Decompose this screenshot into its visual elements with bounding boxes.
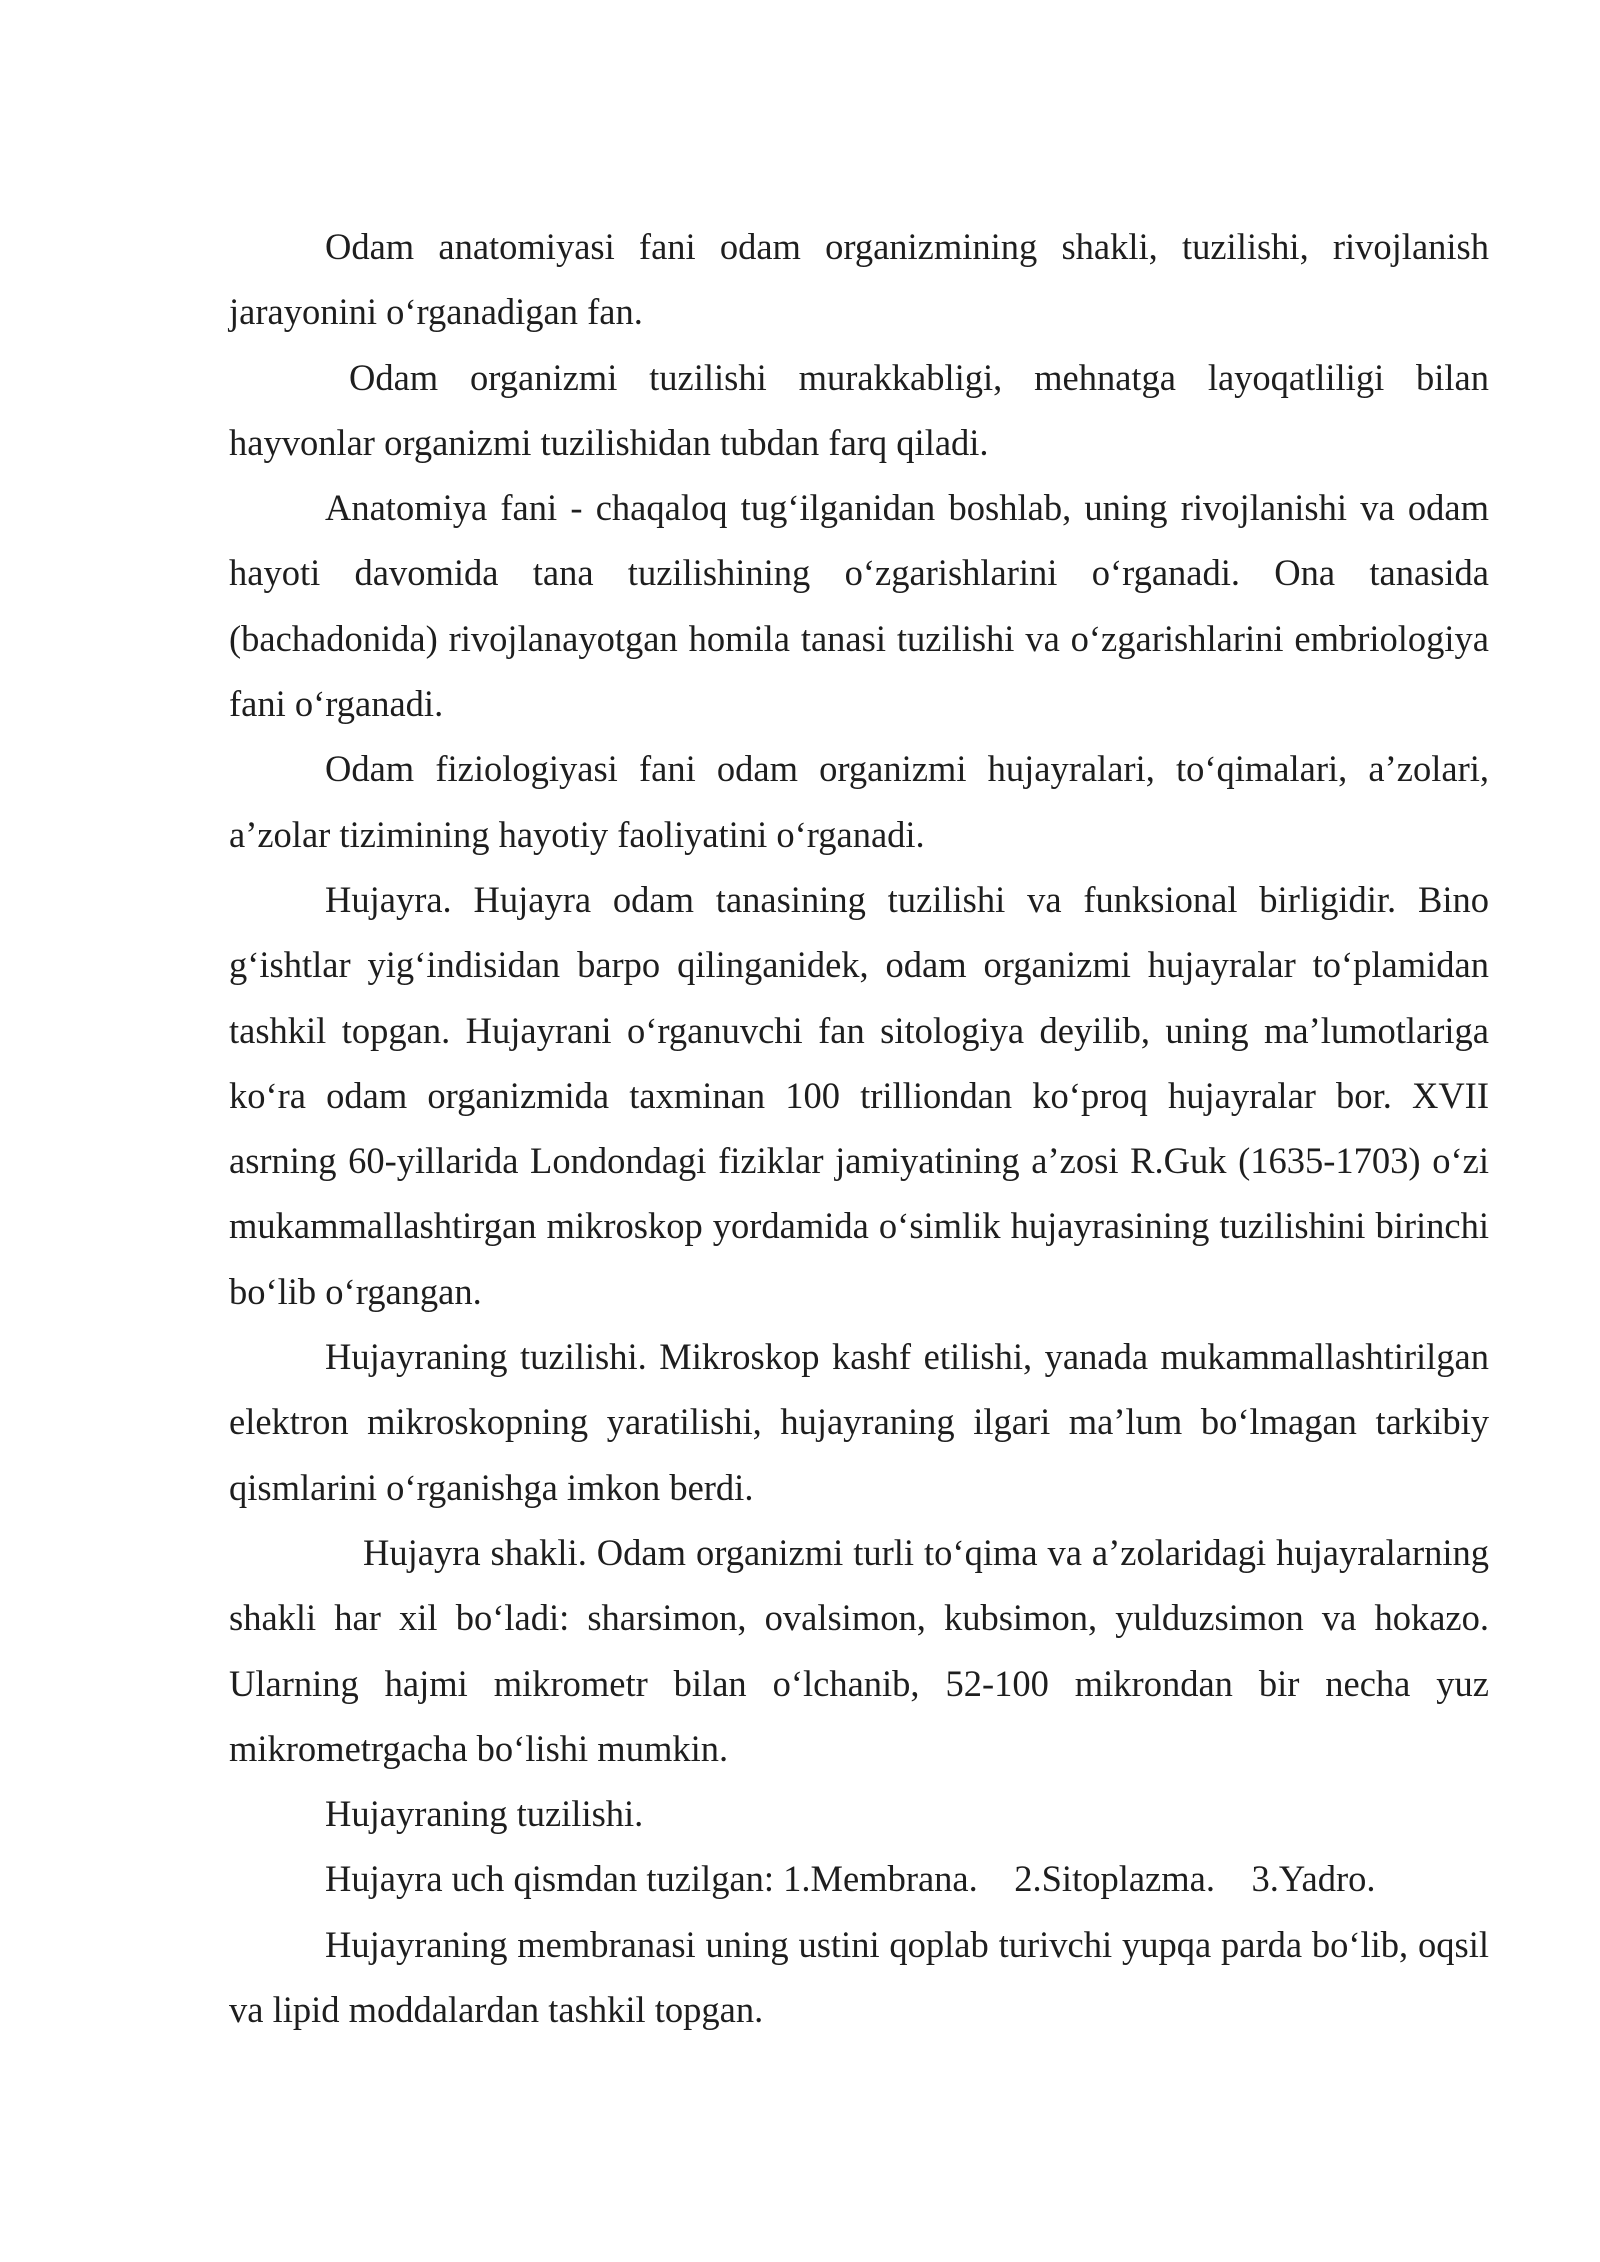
paragraph-cell-membrane: Hujayraning membranasi uning ustini qoplab turivchi yupqa parda bo‘lib, oqsil va lipid moddalardan tashkil topgan.	[229, 1923, 1489, 2031]
paragraph-physiology-definition: Odam fiziologiyasi fani odam organizmi hujayralari, to‘qimalari, a’zolari, a’zolar tizimining hayotiy faoliyatini o‘rganadi.	[229, 748, 1489, 855]
paragraph-anatomy-definition: Odam anatomiyasi fani odam organizmining shakli, tuzilishi, rivojlanish jarayonini o‘rganadigan fan.	[229, 226, 1489, 333]
paragraph-organism-structure: Odam organizmi tuzilishi murakkabligi, mehnatga layoqatliligi bilan hayvonlar organizmi tuzilishidan tubdan farq qiladi.	[229, 356, 1489, 463]
paragraph-cell-structure-heading: Hujayraning tuzilishi.	[325, 1793, 644, 1835]
paragraph-anatomy-development: Anatomiya fani - chaqaloq tug‘ilganidan boshlab, uning rivojlanishi va odam hayoti davomida tana tuzilishining o‘zgarishlarini o‘rganadi. Ona tanasida (bachadonida) rivojlanayotgan homila tanasi tuzilishi va o‘zgarishlarini embriologiya fani o‘rganadi.	[229, 487, 1489, 725]
paragraph-cell-parts: Hujayra uch qismdan tuzilgan: 1.Membrana. 2.Sitoplazma. 3.Yadro.	[325, 1858, 1376, 1900]
paragraph-cell: Hujayra. Hujayra odam tanasining tuzilishi va funksional birligidir. Bino g‘ishtlar yig‘indisidan barpo qilinganidek, odam organizmi hujayralar to‘plamidan tashkil topgan. Hujayrani o‘rganuvchi fan sitologiya deyilib, uning ma’lumotlariga ko‘ra odam organizmida taxminan 100 trilliondan ko‘proq hujayralar bor. XVII asrning 60-yillarida Londondagi fiziklar jamiyatining a’zosi R.Guk (1635-1703) o‘zi mukammallashtirgan mikroskop yordamida o‘simlik hujayrasining tuzilishini birinchi bo‘lib o‘rgangan.	[229, 878, 1489, 1312]
paragraph-cell-structure-history: Hujayraning tuzilishi. Mikroskop kashf etilishi, yanada mukammallashtirilgan elektron mikroskopning yaratilishi, hujayraning ilgari ma’lum bo‘lmagan tarkibiy qismlarini o‘rganishga imkon berdi.	[229, 1336, 1489, 1508]
paragraph-cell-shape: Hujayra shakli. Odam organizmi turli to‘qima va a’zolaridagi hujayralarning shakli har xil bo‘ladi: sharsimon, ovalsimon, kubsimon, yulduzsimon va hokazo. Ularning hajmi mikrometr bilan o‘lchanib, 52-100 mikrondan bir necha yuz mikrometrgacha bo‘lishi mumkin.	[229, 1531, 1489, 1769]
document-body	[229, 214, 1489, 2042]
